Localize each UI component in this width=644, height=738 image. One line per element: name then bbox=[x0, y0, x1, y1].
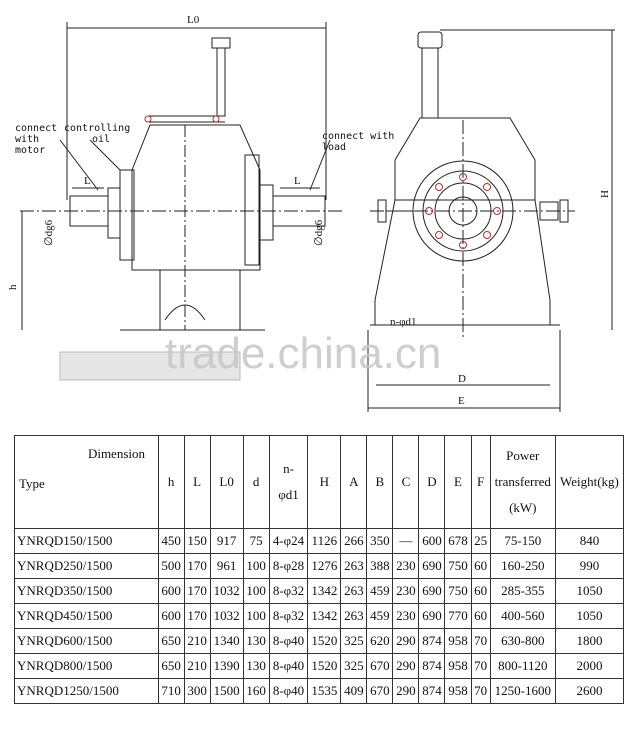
value-cell: 500 bbox=[158, 554, 184, 579]
value-cell: 958 bbox=[445, 654, 471, 679]
dim-L-right-label: L bbox=[294, 175, 301, 187]
type-cell: YNRQD250/1500 bbox=[15, 554, 159, 579]
value-cell: 263 bbox=[341, 604, 367, 629]
header-h: h bbox=[158, 436, 184, 529]
value-cell: 990 bbox=[555, 554, 623, 579]
value-cell: 800-1120 bbox=[490, 654, 555, 679]
dim-h-label: h bbox=[7, 284, 19, 290]
value-cell: 678 bbox=[445, 529, 471, 554]
value-cell: 8-φ40 bbox=[269, 629, 308, 654]
value-cell: 650 bbox=[158, 629, 184, 654]
value-cell: 266 bbox=[341, 529, 367, 554]
header-power: Power transferred (kW) bbox=[490, 436, 555, 529]
value-cell: 1520 bbox=[308, 629, 341, 654]
value-cell: 670 bbox=[367, 679, 393, 704]
value-cell: 750 bbox=[445, 554, 471, 579]
value-cell: 770 bbox=[445, 604, 471, 629]
value-cell: 4-φ24 bbox=[269, 529, 308, 554]
value-cell: 1276 bbox=[308, 554, 341, 579]
spec-table bbox=[14, 435, 624, 704]
value-cell: 8-φ28 bbox=[269, 554, 308, 579]
dim-D-label: D bbox=[458, 373, 466, 385]
header-d: d bbox=[243, 436, 269, 529]
header-C: C bbox=[393, 436, 419, 529]
value-cell: 25 bbox=[471, 529, 490, 554]
value-cell: 958 bbox=[445, 679, 471, 704]
header-L: L bbox=[184, 436, 210, 529]
value-cell: 160-250 bbox=[490, 554, 555, 579]
table-row bbox=[15, 604, 624, 629]
value-cell: 874 bbox=[419, 629, 445, 654]
value-cell: 160 bbox=[243, 679, 269, 704]
value-cell: 450 bbox=[158, 529, 184, 554]
value-cell: 874 bbox=[419, 679, 445, 704]
value-cell: 710 bbox=[158, 679, 184, 704]
value-cell: 400-560 bbox=[490, 604, 555, 629]
value-cell: 230 bbox=[393, 579, 419, 604]
value-cell: 70 bbox=[471, 629, 490, 654]
value-cell: 1800 bbox=[555, 629, 623, 654]
value-cell: 70 bbox=[471, 654, 490, 679]
type-cell: YNRQD800/1500 bbox=[15, 654, 159, 679]
value-cell: 1535 bbox=[308, 679, 341, 704]
dim-nphi-label: n-φd1 bbox=[390, 316, 417, 328]
header-A: A bbox=[341, 436, 367, 529]
value-cell: 670 bbox=[367, 654, 393, 679]
dim-dg6-left-label: ∅dg6 bbox=[43, 219, 55, 246]
value-cell: 630-800 bbox=[490, 629, 555, 654]
connect-motor-label: connect with motor bbox=[15, 123, 58, 156]
value-cell: 300 bbox=[184, 679, 210, 704]
value-cell: 8-φ40 bbox=[269, 654, 308, 679]
value-cell: 1032 bbox=[210, 604, 243, 629]
header-B: B bbox=[367, 436, 393, 529]
type-cell: YNRQD600/1500 bbox=[15, 629, 159, 654]
header-D: D bbox=[419, 436, 445, 529]
table-row bbox=[15, 679, 624, 704]
type-cell: YNRQD1250/1500 bbox=[15, 679, 159, 704]
table-row bbox=[15, 629, 624, 654]
value-cell: 290 bbox=[393, 654, 419, 679]
value-cell: 285-355 bbox=[490, 579, 555, 604]
value-cell: 290 bbox=[393, 679, 419, 704]
table-row bbox=[15, 579, 624, 604]
value-cell: 409 bbox=[341, 679, 367, 704]
value-cell: 1342 bbox=[308, 604, 341, 629]
value-cell: 325 bbox=[341, 629, 367, 654]
type-cell: YNRQD150/1500 bbox=[15, 529, 159, 554]
value-cell: 263 bbox=[341, 554, 367, 579]
table-header-row bbox=[15, 436, 624, 529]
value-cell: 1342 bbox=[308, 579, 341, 604]
value-cell: 459 bbox=[367, 604, 393, 629]
value-cell: 917 bbox=[210, 529, 243, 554]
value-cell: 690 bbox=[419, 579, 445, 604]
value-cell: 70 bbox=[471, 679, 490, 704]
value-cell: 75 bbox=[243, 529, 269, 554]
value-cell: 230 bbox=[393, 604, 419, 629]
value-cell: 60 bbox=[471, 579, 490, 604]
value-cell: 170 bbox=[184, 579, 210, 604]
value-cell: 1126 bbox=[308, 529, 341, 554]
watermark: trade.china.cn bbox=[165, 329, 442, 378]
value-cell: 961 bbox=[210, 554, 243, 579]
header-E: E bbox=[445, 436, 471, 529]
value-cell: 210 bbox=[184, 629, 210, 654]
header-H: H bbox=[308, 436, 341, 529]
value-cell: 459 bbox=[367, 579, 393, 604]
value-cell: 1520 bbox=[308, 654, 341, 679]
table-row bbox=[15, 554, 624, 579]
dim-dg6-right-label: ∅dg6 bbox=[313, 219, 325, 246]
connect-load-label: connect with load bbox=[322, 131, 395, 153]
value-cell: 1032 bbox=[210, 579, 243, 604]
dim-L-left-label: L bbox=[84, 175, 91, 187]
value-cell: 2000 bbox=[555, 654, 623, 679]
dim-L0-label: L0 bbox=[187, 14, 200, 26]
table-row bbox=[15, 529, 624, 554]
value-cell: 130 bbox=[243, 654, 269, 679]
table-row bbox=[15, 654, 624, 679]
header-L0: L0 bbox=[210, 436, 243, 529]
value-cell: 170 bbox=[184, 604, 210, 629]
value-cell: 350 bbox=[367, 529, 393, 554]
value-cell: 1050 bbox=[555, 579, 623, 604]
header-dimension: Dimension bbox=[87, 446, 145, 461]
value-cell: 60 bbox=[471, 554, 490, 579]
value-cell: 1250-1600 bbox=[490, 679, 555, 704]
value-cell: 874 bbox=[419, 654, 445, 679]
side-view bbox=[7, 14, 400, 380]
value-cell: 100 bbox=[243, 554, 269, 579]
value-cell: 620 bbox=[367, 629, 393, 654]
value-cell: 8-φ40 bbox=[269, 679, 308, 704]
dim-E-label: E bbox=[458, 395, 465, 407]
table-body bbox=[15, 529, 624, 704]
value-cell: 210 bbox=[184, 654, 210, 679]
value-cell: 650 bbox=[158, 654, 184, 679]
header-type: Type bbox=[19, 476, 45, 491]
value-cell: 290 bbox=[393, 629, 419, 654]
header-F: F bbox=[471, 436, 490, 529]
value-cell: 75-150 bbox=[490, 529, 555, 554]
value-cell: 170 bbox=[184, 554, 210, 579]
value-cell: 230 bbox=[393, 554, 419, 579]
value-cell: 600 bbox=[419, 529, 445, 554]
value-cell: 60 bbox=[471, 604, 490, 629]
value-cell: 2600 bbox=[555, 679, 623, 704]
value-cell: 130 bbox=[243, 629, 269, 654]
value-cell: — bbox=[393, 529, 419, 554]
value-cell: 263 bbox=[341, 579, 367, 604]
value-cell: 1050 bbox=[555, 604, 623, 629]
value-cell: 958 bbox=[445, 629, 471, 654]
value-cell: 840 bbox=[555, 529, 623, 554]
value-cell: 600 bbox=[158, 604, 184, 629]
value-cell: 690 bbox=[419, 554, 445, 579]
value-cell: 325 bbox=[341, 654, 367, 679]
value-cell: 100 bbox=[243, 604, 269, 629]
value-cell: 750 bbox=[445, 579, 471, 604]
header-weight: Weight(kg) bbox=[555, 436, 623, 529]
value-cell: 1390 bbox=[210, 654, 243, 679]
dim-H-label: H bbox=[599, 190, 611, 198]
value-cell: 1500 bbox=[210, 679, 243, 704]
value-cell: 1340 bbox=[210, 629, 243, 654]
header-n-phi-d1: n- φd1 bbox=[269, 436, 308, 529]
value-cell: 600 bbox=[158, 579, 184, 604]
type-cell: YNRQD350/1500 bbox=[15, 579, 159, 604]
controlling-oil-label: controlling oil bbox=[64, 123, 131, 145]
type-cell: YNRQD450/1500 bbox=[15, 604, 159, 629]
value-cell: 388 bbox=[367, 554, 393, 579]
value-cell: 8-φ32 bbox=[269, 604, 308, 629]
header-corner-cell bbox=[15, 436, 159, 529]
value-cell: 150 bbox=[184, 529, 210, 554]
value-cell: 690 bbox=[419, 604, 445, 629]
value-cell: 100 bbox=[243, 579, 269, 604]
value-cell: 8-φ32 bbox=[269, 579, 308, 604]
